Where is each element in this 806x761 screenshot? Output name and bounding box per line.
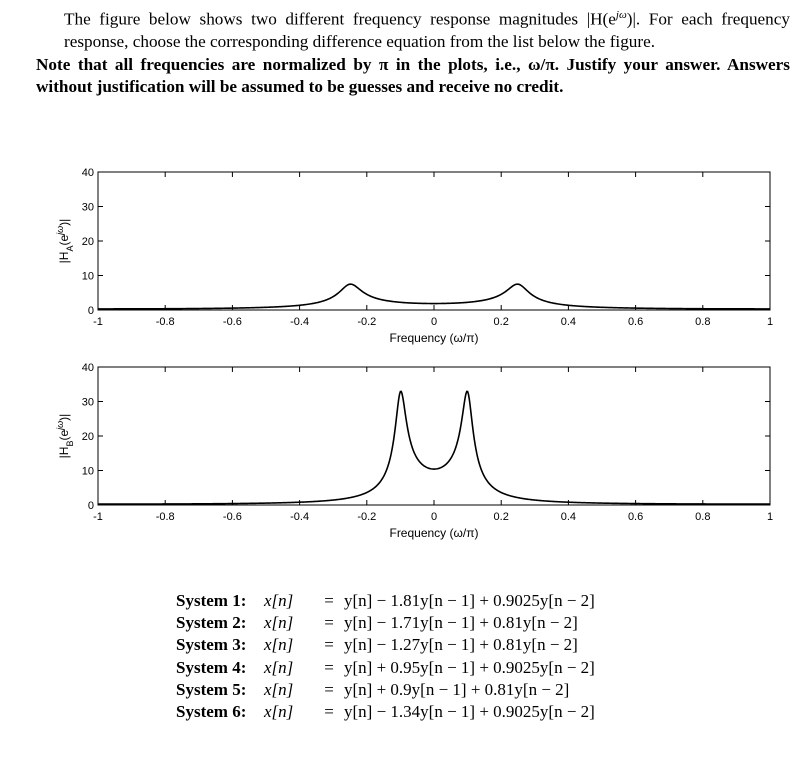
x-tick-label: 1 [766,511,774,523]
system-name: System 2: [176,613,247,633]
intro-line1-tail: )|. For each frequency response, choose the corresponding difference equation from the list below the figure. [64,9,791,52]
system-eq: = [324,591,334,610]
x-tick-label: -0.4 [290,316,310,328]
system-eq: = [324,679,334,699]
system-row-5 [176,680,595,702]
y-tick-label: 10 [81,465,94,478]
y-axis-label-part: |H [57,446,71,459]
system-eq: = [324,657,334,677]
x-tick-label: 0.8 [695,511,711,523]
system-row-1 [176,591,595,613]
frequency-response-chart-a [0,160,806,370]
x-tick-label: 0 [430,511,438,523]
x-tick-label: 0.8 [695,316,711,328]
system-rhs: y[n] + 0.95y[n − 1] + 0.9025y[n − 2] [344,657,595,677]
system-lhs: x[n] [264,635,294,655]
x-tick-label: 0.6 [627,511,644,523]
y-tick-label: 10 [81,270,94,283]
y-axis-label-part: (e [57,234,71,246]
x-tick-label: 0.4 [560,316,577,328]
x-tick-label: 0 [430,316,438,328]
y-tick-label: 30 [81,201,94,214]
system-row-6 [176,702,595,724]
intro-line1: The figure below shows two different frequency response magnitudes |H(e [64,9,616,29]
y-axis-label [55,414,75,459]
y-axis-label-part: )| [57,218,71,226]
y-tick-label: 0 [87,500,94,512]
x-tick-label: -0.6 [222,316,242,328]
x-tick-label: -0.8 [155,511,175,523]
x-tick-label: -0.8 [155,316,175,328]
system-lhs: x[n] [264,591,294,610]
x-tick-label: 0.4 [560,511,577,523]
y-axis-label-part: A [65,245,75,252]
system-rhs: y[n] − 1.71y[n − 1] + 0.81y[n − 2] [344,613,578,633]
intro-paragraph [36,4,790,54]
y-tick-label: 30 [81,396,94,409]
x-tick-label: -0.2 [357,316,377,328]
system-rhs: y[n] − 1.27y[n − 1] + 0.81y[n − 2] [344,635,578,655]
x-tick-label: 0.2 [493,511,509,523]
y-tick-label: 40 [81,167,94,179]
x-tick-label: -1 [93,316,103,328]
system-eq: = [324,701,334,721]
x-tick-label: 1 [766,316,774,328]
system-lhs: x[n] [264,657,294,677]
x-tick-label: -0.6 [222,511,242,523]
intro-bold-note: Note that all frequencies are normalized by π in the plots, i.e., ω/π. Justify your answer. Answers without justification will be assumed to be guesses and receive no credit. [36,54,790,97]
x-tick-label: -0.4 [290,511,310,523]
x-tick-label: 0.6 [627,316,644,328]
system-name: System 4: [176,657,247,677]
system-eq: = [324,635,334,655]
y-axis-label-part: B [65,440,75,447]
chart-a-group [55,167,773,345]
series-line [98,391,770,504]
y-axis-label-part: )| [57,413,71,421]
y-tick-label: 0 [87,305,94,317]
y-axis-label-part: jω [55,225,65,235]
system-name: System 5: [176,679,247,699]
x-tick-label: -0.2 [357,511,377,523]
system-name: System 3: [176,635,247,655]
system-row-2 [176,613,595,635]
system-rhs: y[n] + 0.9y[n − 1] + 0.81y[n − 2] [344,679,570,699]
x-axis-label: Frequency (ω/π) [389,526,479,540]
system-rhs: y[n] − 1.81y[n − 1] + 0.9025y[n − 2] [344,591,595,610]
x-tick-label: -1 [93,511,103,523]
system-rhs: y[n] − 1.34y[n − 1] + 0.9025y[n − 2] [344,701,595,721]
problem-statement [36,4,790,99]
system-name: System 1: [176,591,247,610]
plot-frame [98,172,770,310]
system-row-4 [176,658,595,680]
chart-b-group [55,362,773,540]
y-axis-label-part: jω [55,420,65,430]
x-axis-label: Frequency (ω/π) [389,331,479,345]
plot-frame [98,367,770,505]
frequency-response-chart-b [0,355,806,565]
intro-line1-sup: jω [615,9,627,21]
system-name: System 6: [176,701,247,721]
x-tick-label: 0.2 [493,316,509,328]
system-list [176,591,595,724]
system-lhs: x[n] [264,701,294,721]
system-lhs: x[n] [264,613,294,633]
system-row-3 [176,635,595,657]
y-axis-label-part: (e [57,429,71,441]
y-tick-label: 40 [81,362,94,374]
system-eq: = [324,613,334,633]
y-tick-label: 20 [81,431,94,443]
y-axis-label-part: |H [57,251,71,264]
y-tick-label: 20 [81,236,94,248]
system-lhs: x[n] [264,679,294,699]
y-axis-label [55,219,75,264]
